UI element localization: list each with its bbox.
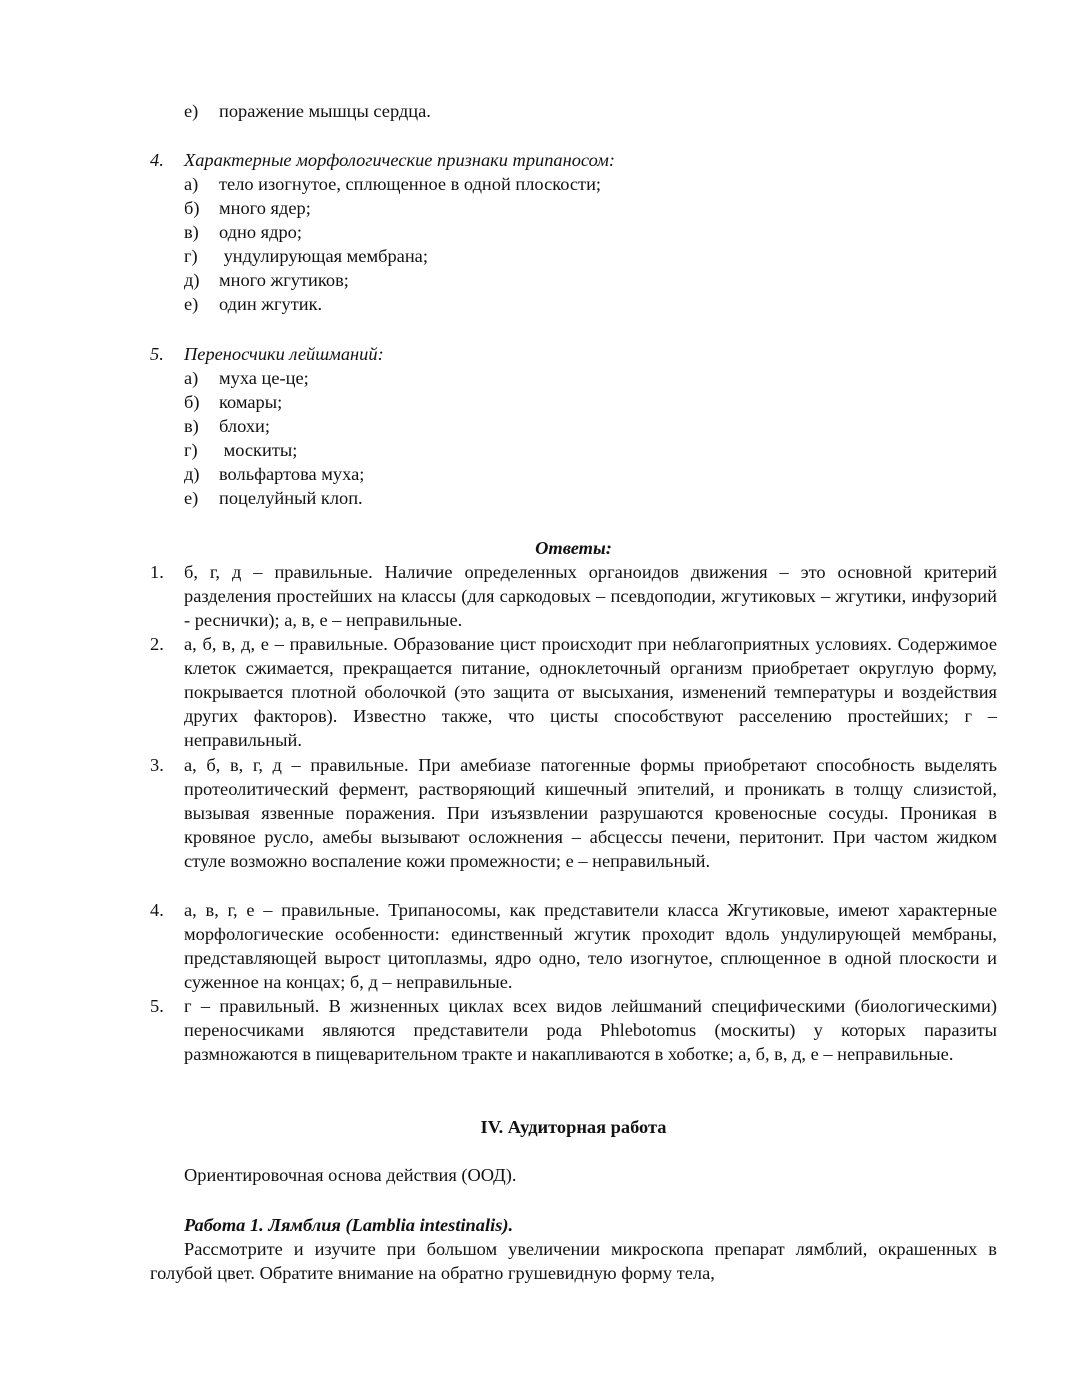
work-title-prefix: Работа 1. Лямблия ( bbox=[184, 1215, 352, 1235]
option-text: тело изогнутое, сплющенное в одной плоскости; bbox=[219, 174, 602, 194]
answer-number: 3. bbox=[150, 755, 164, 775]
option-letter: а) bbox=[184, 174, 199, 194]
q4-option bbox=[184, 268, 349, 292]
option-letter: е) bbox=[184, 488, 199, 508]
work-title-suffix: ). bbox=[502, 1215, 514, 1235]
option-text: поражение мышцы сердца. bbox=[219, 101, 431, 121]
answer-text: г – правильный. В жизненных циклах всех видов лейшманий специфическими (биологическими) переносчиками являются представители рода Phlebotomus (москиты) у которых паразиты размножаются в пищеварительном тракте и накапливаются в хоботке; а, б, в, д, е – неправильные. bbox=[184, 996, 997, 1064]
option-text: ундулирующая мембрана; bbox=[219, 246, 428, 266]
question-5-title bbox=[150, 342, 384, 366]
question-text: Характерные морфологические признаки трипаносом: bbox=[184, 150, 615, 170]
q5-option bbox=[184, 366, 309, 390]
option-letter: д) bbox=[184, 464, 200, 484]
option-letter: б) bbox=[184, 392, 200, 412]
option-text: муха це-це; bbox=[219, 368, 309, 388]
question-number: 4. bbox=[150, 150, 164, 170]
option-letter: г) bbox=[184, 246, 198, 266]
section-heading: IV. Аудиторная работа bbox=[480, 1117, 667, 1137]
option-text: комары; bbox=[219, 392, 283, 412]
work-title-latin: Lamblia intestinalis bbox=[351, 1215, 503, 1235]
q4-option bbox=[184, 244, 428, 268]
work-1-title bbox=[184, 1213, 513, 1237]
option-letter: г) bbox=[184, 440, 198, 460]
option-letter: е) bbox=[184, 101, 199, 121]
answer-number: 2. bbox=[150, 634, 164, 654]
question-text: Переносчики лейшманий: bbox=[184, 344, 384, 364]
option-text: один жгутик. bbox=[219, 294, 323, 314]
answer-text: а, б, в, г, д – правильные. При амебиазе патогенные формы приобретают способность выделять протеолитический фермент, растворяющий кишечный эпителий, и проникать в толщу слизистой, вызывая язвенные поражения. При изъязвлении разрушаются кровеносные сосуды. Проникая в кровяное русло, амебы вызывают осложнения – абсцессы печени, перитонит. При частом жидком стуле возможно воспаление кожи промежности; е – неправильный. bbox=[184, 755, 997, 871]
option-text: вольфартова муха; bbox=[219, 464, 365, 484]
q4-option bbox=[184, 172, 601, 196]
q4-option bbox=[184, 292, 322, 316]
q3-option-e bbox=[184, 99, 431, 123]
option-letter: е) bbox=[184, 294, 199, 314]
q5-option bbox=[184, 438, 297, 462]
ood-line: Ориентировочная основа действия (ООД). bbox=[184, 1165, 517, 1185]
option-text: москиты; bbox=[219, 440, 298, 460]
answer-text: б, г, д – правильные. Наличие определенных органоидов движения – это основной критерий разделения простейших на классы (для саркодовых – псевдоподии, жгутиковых – жгутики, инфузорий - реснички); а, в, е – неправильные. bbox=[184, 562, 997, 630]
answer-text: а, б, в, д, е – правильные. Образование цист происходит при неблагоприятных условиях. Содержимое клеток сжимается, прекращается питание, одноклеточный организм приобретает округлую форму, покрывается плотной оболочкой (это защита от высыхания, изменений температуры и воздействия других факторов). Известно также, что цисты способствуют расселению простейших; г – неправильный. bbox=[184, 634, 997, 750]
q5-option bbox=[184, 462, 364, 486]
question-4-title bbox=[150, 148, 615, 172]
option-text: много ядер; bbox=[219, 198, 311, 218]
answer-text: а, в, г, е – правильные. Трипаносомы, как представители класса Жгутиковые, имеют характерные морфологические особенности: единственный жгутик проходит вдоль ундулирующей мембраны, представляющей вырост цитоплазмы, ядро одно, тело изогнутое, сплющенное в одной плоскости и суженное на концах; б, д – неправильные. bbox=[184, 900, 997, 992]
option-text: одно ядро; bbox=[219, 222, 302, 242]
question-number: 5. bbox=[150, 344, 164, 364]
option-text: поцелуйный клоп. bbox=[219, 488, 363, 508]
option-text: блохи; bbox=[219, 416, 270, 436]
option-text: много жгутиков; bbox=[219, 270, 349, 290]
option-letter: а) bbox=[184, 368, 199, 388]
q5-option bbox=[184, 414, 270, 438]
option-letter: в) bbox=[184, 416, 199, 436]
option-letter: б) bbox=[184, 198, 200, 218]
answer-number: 5. bbox=[150, 996, 164, 1016]
answers-heading: Ответы: bbox=[535, 538, 612, 558]
q4-option bbox=[184, 196, 311, 220]
answer-number: 1. bbox=[150, 562, 164, 582]
q5-option bbox=[184, 390, 282, 414]
q5-option bbox=[184, 486, 363, 510]
q4-option bbox=[184, 220, 302, 244]
option-letter: д) bbox=[184, 270, 200, 290]
work-1-text: Рассмотрите и изучите при большом увеличении микроскопа препарат лямблий, окрашенных в голубой цвет. Обратите внимание на обратно грушевидную форму тела, bbox=[150, 1239, 997, 1283]
option-letter: в) bbox=[184, 222, 199, 242]
answer-number: 4. bbox=[150, 900, 164, 920]
